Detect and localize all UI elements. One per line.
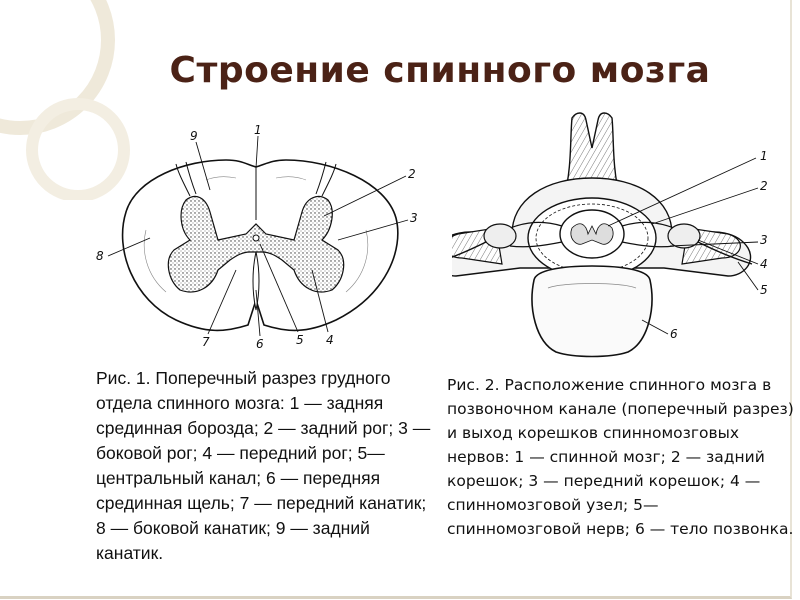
fig1-label-6: 6 xyxy=(256,337,264,351)
vertebral-body xyxy=(532,266,652,357)
fig2-label-1: 1 xyxy=(760,149,768,163)
figure1-spinal-cord-section xyxy=(86,120,426,355)
figure2-vertebra-section xyxy=(452,108,782,370)
fig1-label-8: 8 xyxy=(96,249,104,263)
fig2-label-6: 6 xyxy=(670,327,678,341)
fig1-label-3: 3 xyxy=(410,211,418,225)
fig1-label-7: 7 xyxy=(202,335,210,349)
fig1-label-4: 4 xyxy=(326,333,334,347)
fig2-label-3: 3 xyxy=(760,233,768,247)
figure2-caption: Рис. 2. Расположение спинного мозга в позвоночном канале (поперечный разрез) и выход корешков спинномозговых нервов: 1 — спинной мозг; 2 — задний корешок; 3 — передний корешок; 4 — спинномозговой узел; 5— спинномозговой нерв; 6 — тело позвонка. xyxy=(447,376,794,538)
fig1-label-1: 1 xyxy=(254,123,262,137)
fig2-label-2: 2 xyxy=(760,179,768,193)
fig2-label-4: 4 xyxy=(760,257,768,271)
fig1-label-9: 9 xyxy=(190,129,198,143)
slide-title: Строение спинного мозга xyxy=(169,50,711,91)
fig1-label-2: 2 xyxy=(408,167,416,181)
figure1-caption: Рис. 1. Поперечный разрез грудного отдела спинного мозга: 1 — задняя срединная борозда; 2 — задний рог; 3 — боковой рог; 4 — передний рог; 5—центральный канал; 6 — передняя срединная щель; 7 — передний канатик; 8 — боковой канатик; 9 — задний канатик. xyxy=(96,368,431,563)
fig1-label-5: 5 xyxy=(296,333,304,347)
fig2-label-5: 5 xyxy=(760,283,768,297)
